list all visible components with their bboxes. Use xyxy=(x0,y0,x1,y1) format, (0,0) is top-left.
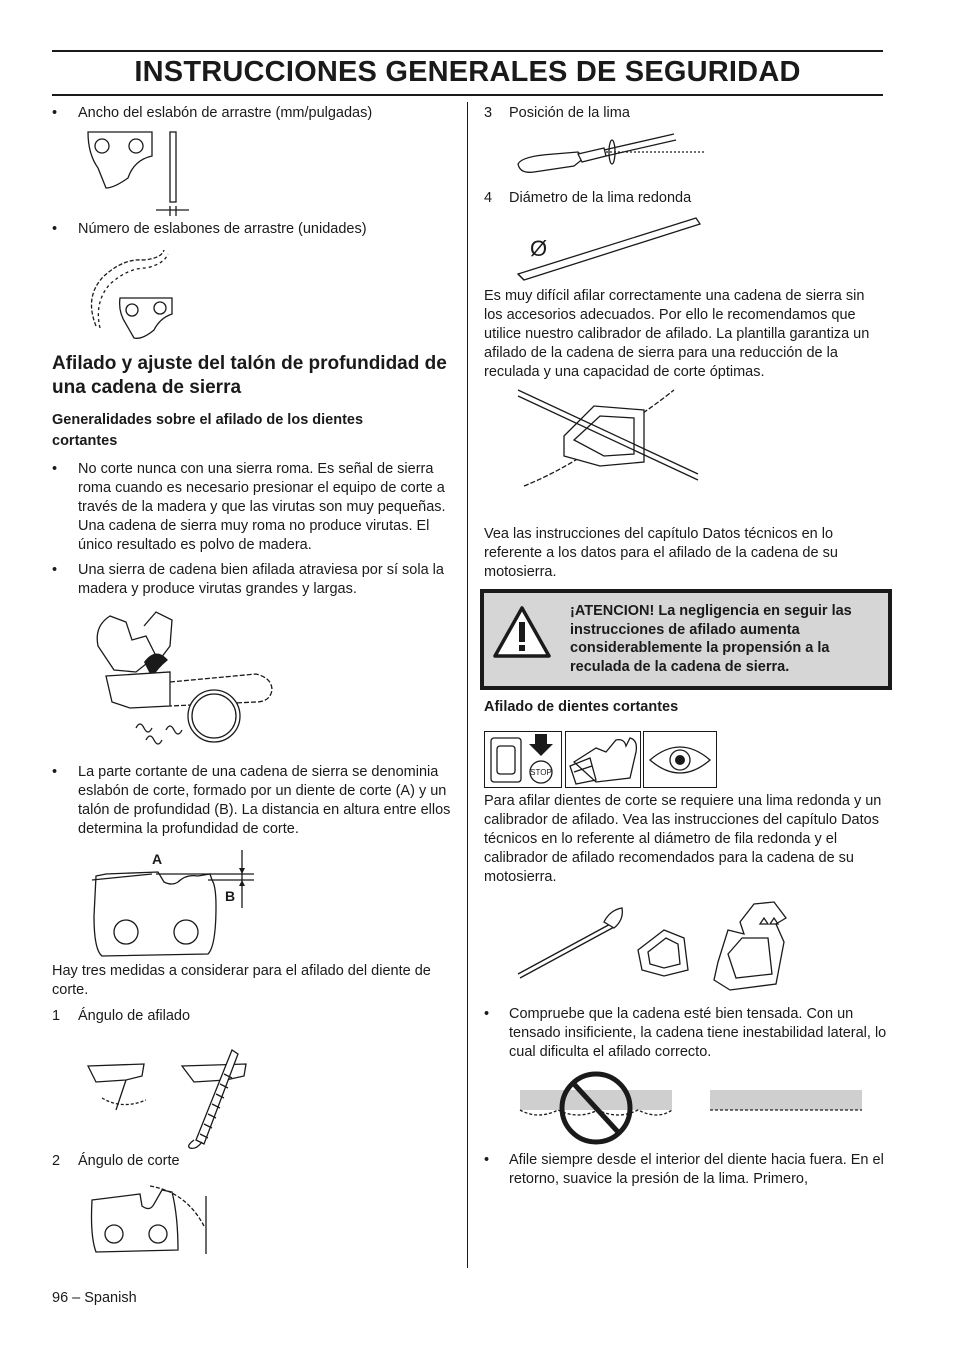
item-3-label: Posición de la lima xyxy=(509,105,630,121)
warning-triangle-icon xyxy=(492,605,552,661)
bullet-marker: • xyxy=(52,105,58,121)
warning-box xyxy=(480,589,892,690)
item-2-label: Ángulo de corte xyxy=(78,1153,180,1169)
bullet-marker: • xyxy=(52,764,58,780)
three-measures-text: Hay tres medidas a considerar para el afilado del diente de corte. xyxy=(52,963,431,998)
item-4-number: 4 xyxy=(484,190,493,206)
bullet-marker: • xyxy=(484,1006,490,1022)
item-2-number: 2 xyxy=(52,1153,61,1169)
header-bottom-rule xyxy=(52,94,883,96)
bullet-marker: • xyxy=(52,562,58,578)
warning-box-inner xyxy=(484,593,888,686)
sub-heading-general: Generalidades sobre el afilado de los dientes cortantes xyxy=(52,412,364,449)
sharpening-angle-illustration xyxy=(86,1030,286,1150)
chain-tension-comparison-illustration xyxy=(518,1076,868,1146)
bullet-marker: • xyxy=(484,1152,490,1168)
para-see-technical-data: Vea las instrucciones del capítulo Datos técnicos en lo referente a los datos para el afilado de la cadena de su motosierra. xyxy=(484,526,838,580)
chainsaw-cutting-log-illustration xyxy=(86,606,286,756)
cutting-angle-illustration xyxy=(86,1176,226,1260)
para-difficult-sharpening: Es muy difícil afilar correctamente una cadena de sierra sin los accesorios adecuados. Por ello le recomendamos que utilice nuestro calibrador de afilado. La plantilla garantiza un afilado de la cadena de sierra para una reducción de la reculada y una capacidad de corte óptimas. xyxy=(484,288,870,380)
bullet-drive-link-width: Ancho del eslabón de arrastre (mm/pulgadas) xyxy=(78,105,373,121)
bullet-sharp-saw: Una sierra de cadena bien afilada atraviesa por sí sola la madera y produce virutas grandes y largas. xyxy=(78,562,444,597)
bullet-drive-link-count: Número de eslabones de arrastre (unidades) xyxy=(78,221,367,237)
label-a-cutter: A xyxy=(152,851,163,867)
bullet-file-outward: Afile siempre desde el interior del diente hacia fuera. En el retorno, suavice la presión de la lima. Primero, xyxy=(509,1152,884,1187)
column-divider xyxy=(467,102,468,1268)
file-and-gauges-illustration xyxy=(514,894,814,998)
drive-link-width-illustration xyxy=(84,128,204,218)
section-heading: Afilado y ajuste del talón de profundidad de una cadena de sierra xyxy=(52,353,447,398)
item-4-label: Diámetro de la lima redonda xyxy=(509,190,692,206)
warning-text: ¡ATENCION! La negligencia en seguir las instrucciones de afilado aumenta considerablemente la propensión a la reculada de la cadena de sierra. xyxy=(570,603,852,675)
bullet-marker: • xyxy=(52,461,58,477)
stop-label: STOP xyxy=(530,768,552,777)
bullet-cutter-link: La parte cortante de una cadena de sierra se denominia eslabón de corte, formado por un diente de corte (A) y un talón de profundidad (B). La distancia en altura entre ellos determina la profundidad de corte. xyxy=(78,764,451,837)
label-b-depth-gauge: B xyxy=(225,888,236,904)
item-1-number: 1 xyxy=(52,1008,61,1024)
cutter-link-depth-illustration xyxy=(88,846,268,961)
gloves-icon xyxy=(565,731,641,788)
header-top-rule xyxy=(52,50,883,52)
item-3-number: 3 xyxy=(484,105,493,121)
chain-loop-illustration xyxy=(84,246,194,346)
bullet-chain-tension: Compruebe que la cadena esté bien tensada. Con un tensado insificiente, la cadena tiene inestabilidad lateral, lo cual dificulta el afilado correcto. xyxy=(509,1006,887,1060)
round-file-illustration xyxy=(514,214,714,284)
item-1-label: Ángulo de afilado xyxy=(78,1008,191,1024)
bullet-blunt-saw: No corte nunca con una sierra roma. Es señal de sierra roma cuando es necesario presionar el equipo de corte a través de la madera y que las virutas son muy pequeñas. Una cadena de sierra muy roma no produce virutas. El único resultado es polvo de madera. xyxy=(78,461,446,553)
bullet-marker: • xyxy=(52,221,58,237)
stop-engine-icon xyxy=(484,731,562,788)
eye-protection-icon xyxy=(643,731,717,788)
sub-heading-sharpening-teeth: Afilado de dientes cortantes xyxy=(484,699,679,715)
para-round-file-required: Para afilar dientes de corte se requiere una lima redonda y un calibrador de afilado. Vea las instrucciones del capítulo Datos técnicos en lo referente al diámetro de fila redonda y el calibrador de afilado recomendados para la cadena de su motosierra. xyxy=(484,793,882,885)
page-number: 96 – Spanish xyxy=(52,1290,137,1306)
file-position-illustration xyxy=(514,128,714,184)
page-title: INSTRUCCIONES GENERALES DE SEGURIDAD xyxy=(134,56,801,88)
diameter-symbol: Ø xyxy=(530,236,548,261)
filing-gauge-illustration xyxy=(514,386,704,492)
